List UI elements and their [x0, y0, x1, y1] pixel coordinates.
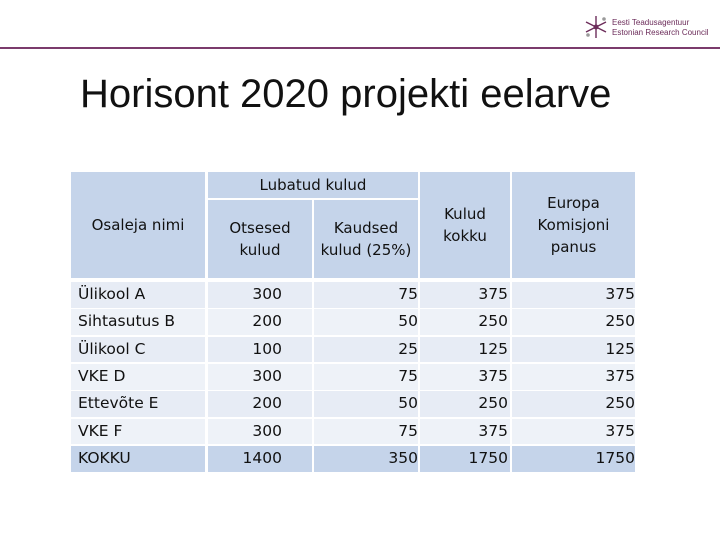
budget-table [71, 172, 635, 470]
header-group [208, 172, 418, 198]
row-4-name: VKE D [78, 366, 126, 385]
row-3-name: Ülikool C [78, 339, 146, 358]
header-divider [0, 47, 720, 49]
row-2-total: 250 [478, 312, 508, 331]
row-6-direct: 300 [252, 421, 282, 440]
row-5-indirect: 50 [398, 394, 418, 413]
header-ec [512, 172, 635, 278]
row-2-name: Sihtasutus B [78, 312, 175, 331]
header-total-label: Kulud kokku [443, 205, 487, 245]
row-7-indirect: 350 [388, 448, 418, 467]
row-1-total: 375 [478, 285, 508, 303]
row-4-direct: 300 [252, 366, 282, 385]
logo-line-2: Estonian Research Council [612, 28, 709, 37]
row-6-ec: 375 [605, 421, 635, 440]
header-group-label: Lubatud kulud [259, 176, 367, 194]
row-3-total: 125 [478, 339, 508, 358]
row-2-indirect: 50 [398, 312, 418, 331]
header-total [420, 172, 510, 278]
row-3-indirect: 25 [398, 339, 418, 358]
row-7-direct: 1400 [242, 448, 282, 467]
header-direct-label: Otsesed kulud [229, 219, 291, 259]
row-7-total: 1750 [468, 448, 508, 467]
row-1-indirect: 75 [398, 285, 418, 303]
row-4-ec: 375 [605, 366, 635, 385]
row-4-total: 375 [478, 366, 508, 385]
row-2-ec: 250 [605, 312, 635, 331]
row-1-ec: 375 [605, 285, 635, 303]
row-1-direct: 300 [252, 285, 282, 303]
row-5-direct: 200 [252, 394, 282, 413]
header-indirect [314, 200, 418, 278]
row-6-total: 375 [478, 421, 508, 440]
header-name [71, 172, 205, 278]
slide-title: Horisont 2020 projekti eelarve [80, 72, 612, 116]
header-indirect-label: Kaudsed kulud (25%) [320, 219, 412, 259]
row-7-name: KOKKU [78, 448, 131, 467]
row-6-indirect: 75 [398, 421, 418, 440]
logo-line-1: Eesti Teadusagentuur [612, 18, 690, 27]
row-3-ec: 125 [605, 339, 635, 358]
row-1-name: Ülikool A [78, 285, 146, 303]
row-5-name: Ettevõte E [78, 394, 159, 413]
row-7-ec: 1750 [595, 448, 635, 467]
row-5-ec: 250 [605, 394, 635, 413]
header-direct [208, 200, 312, 278]
header-name-label: Osaleja nimi [91, 216, 185, 234]
row-6-name: VKE F [78, 421, 123, 440]
research-council-logo [584, 12, 714, 42]
row-3-direct: 100 [252, 339, 282, 358]
row-2-direct: 200 [252, 312, 282, 331]
row-5-total: 250 [478, 394, 508, 413]
header-ec-label: Europa Komisjoni panus [537, 194, 610, 256]
star-icon [584, 14, 608, 40]
row-4-indirect: 75 [398, 366, 418, 385]
